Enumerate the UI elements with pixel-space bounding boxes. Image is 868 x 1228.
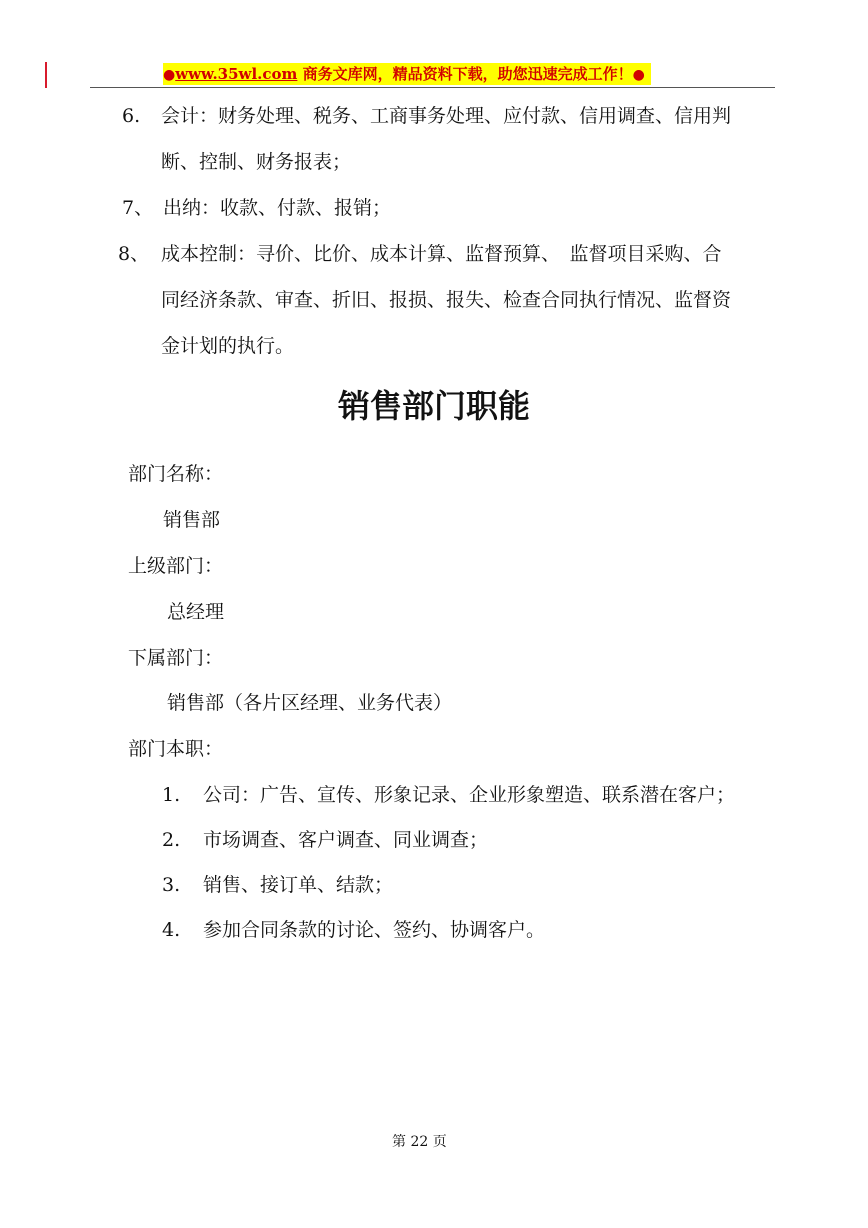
red-dot-icon: ●: [632, 67, 645, 83]
list-item-number: 7、: [122, 197, 154, 219]
dept-name-value: 销售部: [163, 509, 221, 531]
list-item-text: 出纳：收款、付款、报销；: [163, 197, 392, 219]
sub-dept-label: 下属部门：: [128, 647, 224, 669]
duty-text: 市场调查、客户调查、同业调查；: [203, 829, 489, 851]
header-banner[interactable]: [163, 63, 651, 85]
duty-number: 3.: [162, 874, 181, 896]
duty-number: 2.: [162, 829, 181, 851]
margin-marker: [45, 62, 47, 88]
duty-text: 销售、接订单、结款；: [203, 874, 394, 896]
duty-number: 1.: [162, 784, 181, 806]
sub-dept-value: 销售部（各片区经理、业务代表）: [167, 692, 453, 714]
list-item-number: 8、: [118, 243, 150, 265]
list-item-text: 会计：财务处理、税务、工商事务处理、应付款、信用调查、信用判: [161, 105, 732, 127]
dept-name-label: 部门名称：: [128, 463, 224, 485]
banner-text: 商务文库网，精品资料下载，助您迅速完成工作！: [302, 65, 633, 83]
header-divider: [90, 87, 775, 88]
duty-text: 公司：广告、宣传、形象记录、企业形象塑造、联系潜在客户；: [203, 784, 736, 806]
page-number: 第 22 页: [392, 1134, 447, 1150]
parent-dept-value: 总经理: [167, 601, 225, 623]
list-item-text: 成本控制：寻价、比价、成本计算、监督预算、 监督项目采购、合: [161, 243, 722, 265]
red-dot-icon: ●: [163, 67, 176, 83]
parent-dept-label: 上级部门：: [128, 555, 224, 577]
section-title: 销售部门职能: [337, 387, 530, 425]
list-item-number: 6.: [122, 105, 141, 127]
duty-number: 4.: [162, 919, 181, 941]
duty-text: 参加合同条款的讨论、签约、协调客户。: [203, 919, 546, 941]
banner-site-link[interactable]: www.35wl.com: [175, 65, 298, 83]
list-item-text: 金计划的执行。: [161, 335, 295, 357]
list-item-text: 同经济条款、审查、折旧、报损、报失、检查合同执行情况、监督资: [161, 289, 732, 311]
duty-label: 部门本职：: [128, 738, 224, 760]
list-item-text: 断、控制、财务报表；: [161, 151, 352, 173]
